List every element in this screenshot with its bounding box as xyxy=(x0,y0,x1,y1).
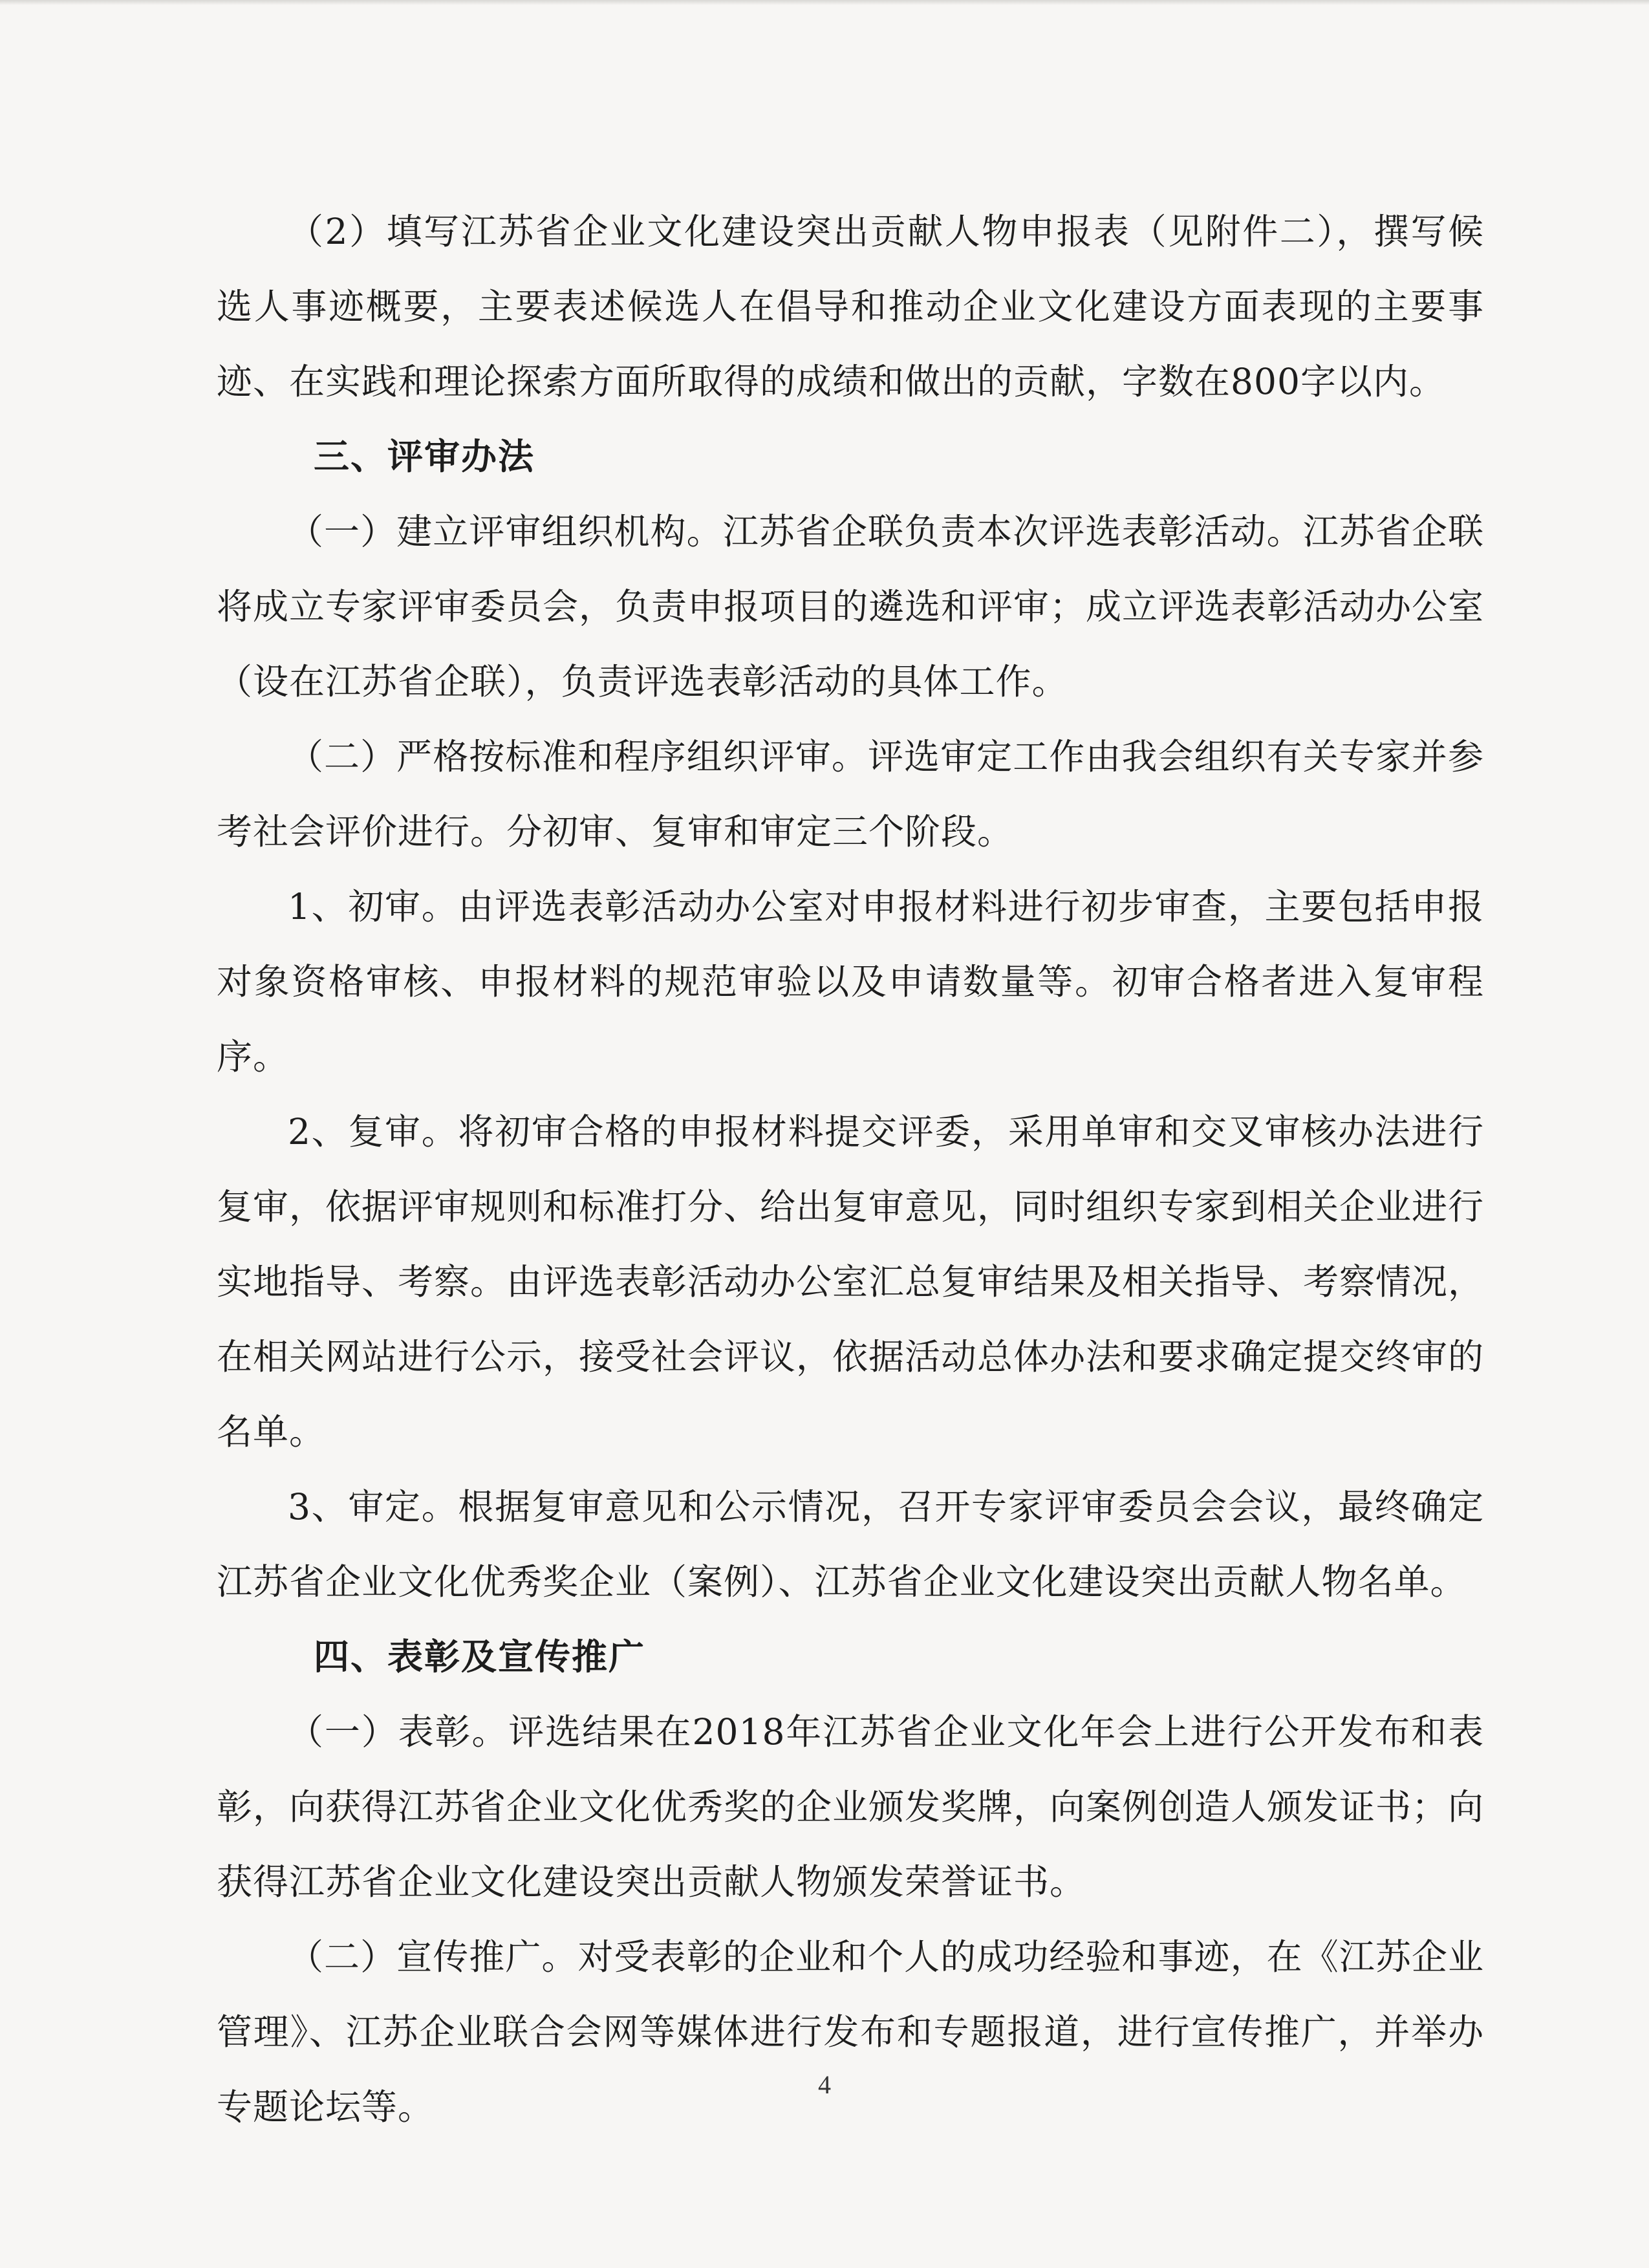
paragraph-applicant-form: （2）填写江苏省企业文化建设突出贡献人物申报表（见附件二），撰写候选人事迹概要，主要表述候选人在倡导和推动企业文化建设方面表现的主要事迹、在实践和理论探索方面所取得的成绩和做出的贡献，字数在800字以内。 xyxy=(217,211,1484,402)
scan-edge xyxy=(0,0,1649,5)
paragraph-review-organization: （一）建立评审组织机构。江苏省企联负责本次评选表彰活动。江苏省企联将成立专家评审委员会，负责申报项目的遴选和评审；成立评选表彰活动办公室（设在江苏省企联），负责评选表彰活动的具体工作。 xyxy=(217,511,1485,702)
paragraph-promotion: （二）宣传推广。对受表彰的企业和个人的成功经验和事迹，在《江苏企业管理》、江苏企业联合会网等媒体进行发布和专题报道，进行宣传推广，并举办专题论坛等。 xyxy=(217,1936,1484,2128)
section-heading-review-method: 三、评审办法 xyxy=(314,436,535,477)
section-heading-awards-promotion: 四、表彰及宣传推广 xyxy=(314,1636,646,1678)
paragraph-awards: （一）表彰。评选结果在2018年江苏省企业文化年会上进行公开发布和表彰，向获得江苏省企业文化优秀奖的企业颁发奖牌，向案例创造人颁发证书；向获得江苏省企业文化建设突出贡献人物颁发荣誉证书。 xyxy=(217,1711,1485,1903)
paragraph-final-approval: 3、审定。根据复审意见和公示情况，召开专家评审委员会会议，最终确定江苏省企业文化优秀奖企业（案例）、江苏省企业文化建设突出贡献人物名单。 xyxy=(217,1486,1484,1603)
paragraph-second-review: 2、复审。将初审合格的申报材料提交评委，采用单审和交叉审核办法进行复审，依据评审规则和标准打分、给出复审意见，同时组织专家到相关企业进行实地指导、考察。由评选表彰活动办公室汇总复审结果及相关指导、考察情况，在相关网站进行公示，接受社会评议，依据活动总体办法和要求确定提交终审的名单。 xyxy=(217,1111,1485,1453)
page-number: 4 xyxy=(818,2070,831,2099)
paragraph-review-procedure: （二）严格按标准和程序组织评审。评选审定工作由我会组织有关专家并参考社会评价进行。分初审、复审和审定三个阶段。 xyxy=(217,736,1484,852)
document-body xyxy=(217,194,1484,2144)
paragraph-initial-review: 1、初审。由评选表彰活动办公室对申报材料进行初步审查，主要包括申报对象资格审核、申报材料的规范审验以及申请数量等。初审合格者进入复审程序。 xyxy=(217,886,1484,1077)
